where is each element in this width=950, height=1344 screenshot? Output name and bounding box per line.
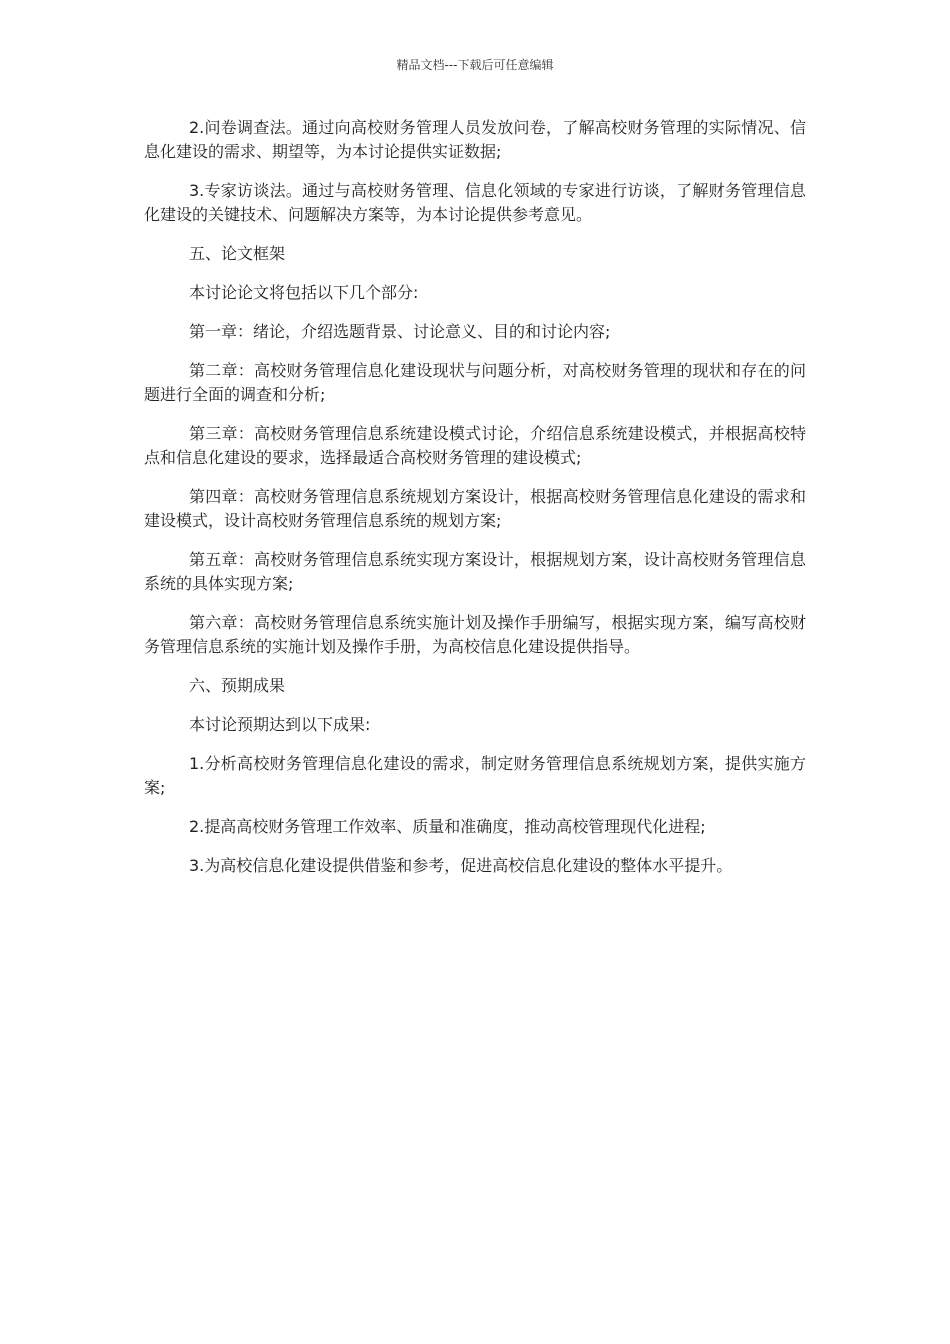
section-heading-outcomes: 六、预期成果 [189,676,286,695]
paragraph-chapter-1: 第一章：绪论，介绍选题背景、讨论意义、目的和讨论内容; [189,322,611,341]
paragraph-chapter-2: 第二章：高校财务管理信息化建设现状与问题分析，对高校财务管理的现状和存在的问题进行全面的调查和分析; [144,361,806,404]
paragraph-outcome-1: 1.分析高校财务管理信息化建设的需求，制定财务管理信息系统规划方案，提供实施方案; [144,754,806,797]
paragraph-outcome-3: 3.为高校信息化建设提供借鉴和参考，促进高校信息化建设的整体水平提升。 [189,856,733,875]
paragraph-chapter-4: 第四章：高校财务管理信息系统规划方案设计，根据高校财务管理信息化建设的需求和建设模式，设计高校财务管理信息系统的规划方案; [144,487,806,530]
document-body [144,116,806,893]
paragraph-chapter-5: 第五章：高校财务管理信息系统实现方案设计，根据规划方案，设计高校财务管理信息系统的具体实现方案; [144,550,806,593]
paragraph-chapter-3: 第三章：高校财务管理信息系统建设模式讨论，介绍信息系统建设模式，并根据高校特点和信息化建设的要求，选择最适合高校财务管理的建设模式; [144,424,806,467]
paragraph-method-interview: 3.专家访谈法。通过与高校财务管理、信息化领域的专家进行访谈，了解财务管理信息化建设的关键技术、问题解决方案等，为本讨论提供参考意见。 [144,181,806,224]
page-header: 精品文档---下载后可任意编辑 [396,58,554,72]
paragraph-framework-intro: 本讨论论文将包括以下几个部分: [189,283,419,302]
paragraph-outcomes-intro: 本讨论预期达到以下成果: [189,715,371,734]
section-heading-framework: 五、论文框架 [189,244,286,263]
paragraph-chapter-6: 第六章：高校财务管理信息系统实施计划及操作手册编写，根据实现方案，编写高校财务管理信息系统的实施计划及操作手册，为高校信息化建设提供指导。 [144,613,806,656]
paragraph-method-questionnaire: 2.问卷调查法。通过向高校财务管理人员发放问卷，了解高校财务管理的实际情况、信息化建设的需求、期望等，为本讨论提供实证数据; [144,118,806,161]
paragraph-outcome-2: 2.提高高校财务管理工作效率、质量和准确度，推动高校管理现代化进程; [189,817,706,836]
